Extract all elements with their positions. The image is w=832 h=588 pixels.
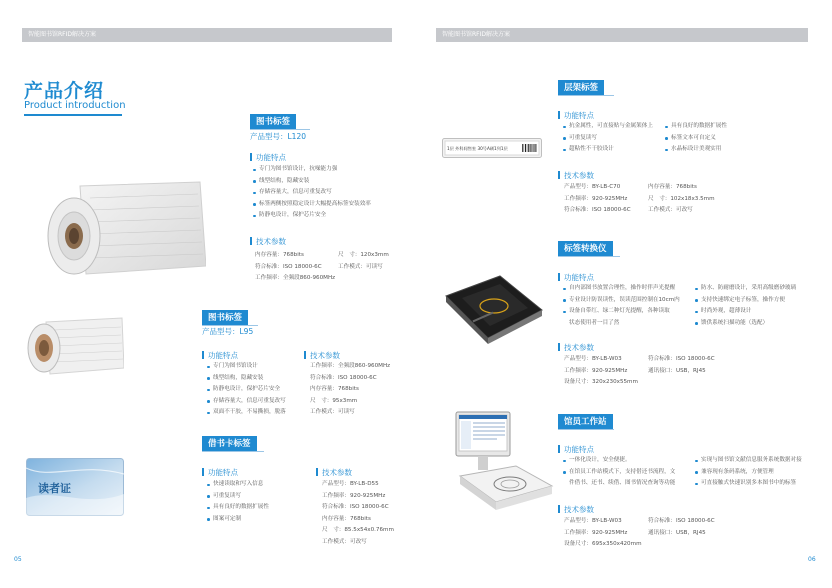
page-subtitle: Product introduction — [24, 100, 126, 111]
specs-converter-col1 — [564, 354, 638, 389]
spec-row: 产品型号：BY-LB-W03 — [564, 356, 622, 362]
list-item: 线型结构，隐藏安装 — [252, 176, 371, 188]
spec-row: 尺 寸：95x3mm — [310, 397, 358, 404]
header-text: 智能图书馆RFID解决方案 — [442, 31, 511, 38]
spec-row: 工作频率：920-925MHz — [564, 529, 628, 536]
spec-row: 符合标准：ISO 18000-6C — [322, 504, 389, 510]
list-item: 防静电设计，保护芯片安全 — [206, 384, 286, 396]
list-item: 图案可定制 — [206, 514, 269, 526]
list-item: 具有良好的数据扩展性 — [664, 121, 727, 133]
list-item: 在馆员工作站模式下，支持借还书流程，文 — [562, 467, 675, 479]
features-label-converter: 功能特点 — [558, 272, 594, 283]
features-label-workstation: 功能特点 — [558, 444, 594, 455]
features-list-shelf-left — [562, 121, 653, 156]
specs-card — [322, 479, 394, 548]
list-item: 水晶标设计美观实用 — [664, 144, 727, 156]
list-item: 状态使用者一目了然 — [569, 319, 620, 326]
section-underline — [558, 429, 614, 430]
features-list-converter-left — [562, 283, 680, 329]
spec-row: 工作频率：920-925MHz — [564, 367, 628, 374]
model-l120: 产品型号：L120 — [250, 132, 306, 141]
specs-label-card: 技术参数 — [316, 467, 352, 478]
section-underline — [558, 256, 620, 257]
spec-value: 工作模式：可读写 — [338, 263, 383, 270]
spec-row: 符合标准：ISO 18000-6C — [648, 356, 715, 362]
section-title-workstation: 馆员工作站 — [558, 414, 613, 429]
section-underline — [558, 95, 614, 96]
spec-value: 工作频率：全频段860-960MHz — [255, 275, 336, 281]
specs-label-converter: 技术参数 — [558, 342, 594, 353]
section-title-converter: 标签转换仪 — [558, 241, 613, 256]
section-title-shelf: 层架标签 — [558, 80, 604, 95]
specs-shelf-col2 — [648, 182, 715, 217]
features-list-workstation-left — [562, 455, 675, 490]
list-item: 抗金属性，可直接贴与金属架体上 — [562, 121, 653, 133]
list-item: 时尚外观，超薄设计 — [694, 306, 796, 318]
section-underline — [250, 129, 310, 130]
list-item: 超粘性不干胶设计 — [562, 144, 653, 156]
spec-row — [255, 273, 335, 285]
page-header-right — [436, 28, 808, 42]
specs-workstation-col2 — [648, 516, 715, 539]
spec-row: 设备尺寸：695x350x420mm — [564, 541, 642, 547]
list-item: 存储容量大，信息可重复改写 — [252, 187, 371, 199]
list-item: 支持快速绑定电子标签，操作方便 — [694, 295, 796, 307]
title-underline — [24, 114, 122, 116]
list-item: 设备自带红、绿二种灯光提醒，各种读取 — [562, 306, 680, 318]
spec-row: 工作频率：全频段860-960MHz — [310, 363, 391, 369]
list-item: 存储容量大，信息可重复改写 — [206, 396, 286, 408]
tag-converter-image — [442, 270, 544, 344]
features-label-l120: 功能特点 — [250, 152, 286, 163]
spec-row: 符合标准：ISO 18000-6C — [564, 207, 631, 213]
specs-label-l95: 技术参数 — [304, 350, 340, 361]
header-text: 智能图书馆RFID解决方案 — [28, 31, 97, 38]
list-item: 可直接触式快速识别多本图书中的标签 — [694, 478, 802, 490]
spec-row: 工作模式：可改写 — [648, 207, 693, 213]
list-item: 线型结构，隐藏安装 — [206, 373, 286, 385]
model-l95: 产品型号：L95 — [202, 327, 254, 336]
specs-label-workstation: 技术参数 — [558, 504, 594, 515]
list-item: 标签文本可自定义 — [664, 133, 727, 145]
list-item: 专门为图书馆设计，抗噪能力强 — [252, 164, 371, 176]
features-label-shelf: 功能特点 — [558, 110, 594, 121]
tag-roll-l95-image — [24, 316, 124, 376]
spec-row: 尺 寸：85.5x54x0.76mm — [322, 527, 394, 533]
specs-converter-col2 — [648, 354, 715, 377]
shelf-tag-image — [442, 138, 542, 158]
features-list-converter-right — [694, 283, 796, 329]
section-title-l95: 图书标签 — [202, 310, 248, 325]
list-item: 实现与图书馆文献信息服务系统数据对接 — [694, 455, 802, 467]
workstation-image — [454, 410, 554, 520]
spec-row: 工作频率：920-925MHz — [322, 492, 386, 499]
list-item: 快速读取和写入信息 — [206, 479, 269, 491]
features-list-shelf-right — [664, 121, 727, 156]
spec-value: 符合标准：ISO 18000-6C — [255, 263, 322, 270]
spec-row: 产品型号：BY-LB-C70 — [564, 184, 621, 190]
list-item: 防静电设计，保护芯片安全 — [252, 210, 371, 222]
features-list-l95 — [206, 361, 286, 419]
spec-row: 工作频率：920-925MHz — [564, 195, 628, 202]
tag-roll-l120-image — [40, 178, 206, 282]
spec-value: 尺 寸：120x3mm — [338, 252, 389, 258]
page-title: 产品介绍 — [24, 80, 105, 102]
specs-l95 — [310, 361, 390, 419]
list-item: 具有良好的数据扩展性 — [206, 502, 269, 514]
reader-card-image — [26, 458, 124, 516]
specs-workstation-col1 — [564, 516, 642, 551]
section-title-card: 借书卡标签 — [202, 436, 257, 451]
section-title-l120: 图书标签 — [250, 114, 296, 129]
spec-row — [255, 250, 335, 262]
spec-row — [338, 250, 389, 262]
spec-row: 符合标准：ISO 18000-6C — [310, 374, 377, 381]
spec-row: 通讯接口：USB，RJ45 — [648, 367, 706, 374]
list-item: 件借书、还书、续借、图书情况查询等功能 — [569, 480, 676, 486]
list-item: 专门为图书馆设计 — [206, 361, 286, 373]
features-label-card: 功能特点 — [202, 467, 238, 478]
spec-row: 通讯接口：USB，RJ45 — [648, 529, 706, 536]
specs-l120 — [255, 250, 335, 285]
list-item: 可重复读写 — [206, 491, 269, 503]
card-text: 读者证 — [38, 482, 71, 495]
page-number-left: 05 — [14, 556, 22, 563]
shelf-tag-text: 1层 外科间售室 30号A刷1列1层 — [447, 146, 508, 151]
spec-row: 内存容量：768bits — [322, 515, 371, 522]
spec-row — [255, 262, 335, 274]
spec-row: 产品型号：BY-LB-D55 — [322, 481, 379, 487]
specs-label-shelf: 技术参数 — [558, 170, 594, 181]
features-list-workstation-right — [694, 455, 802, 490]
spec-row: 工作模式：可读写 — [310, 409, 355, 415]
list-item: 自内部图书放置合理性，操作时伴声光提醒 — [562, 283, 680, 295]
page-header-left — [22, 28, 392, 42]
specs-l120-col2 — [338, 250, 389, 273]
list-item: 馈供系统扫描功能（选配） — [694, 318, 796, 330]
section-underline — [202, 451, 264, 452]
features-list-card — [206, 479, 269, 525]
list-item: 标签两侧按照稳定设计大幅提高标签安装效率 — [252, 199, 371, 211]
spec-row: 内存容量：768bits — [648, 184, 697, 190]
page-number-right: 06 — [808, 556, 816, 563]
list-item: 兼容现有条码系统，方便管理 — [694, 467, 802, 479]
spec-value: 内存容量：768bits — [255, 252, 304, 258]
spec-row — [338, 262, 389, 274]
spec-row: 符合标准：ISO 18000-6C — [648, 518, 715, 524]
features-label-l95: 功能特点 — [202, 350, 238, 361]
specs-shelf-col1 — [564, 182, 631, 217]
list-item: 防水、防耐磨设计，采用高级磨砂玻璃 — [694, 283, 796, 295]
spec-row: 产品型号：BY-LB-W03 — [564, 518, 622, 524]
list-item: 一体化设计，安全便捷。 — [562, 455, 675, 467]
list-item: 双面不干胶，不易撕损，脱落 — [206, 407, 286, 419]
spec-row: 尺 寸：102x18x3.5mm — [648, 195, 715, 202]
list-item: 专业设计防误读性，误读范围控制在10cm内 — [562, 295, 680, 307]
specs-label-l120: 技术参数 — [250, 236, 286, 247]
list-item: 可重复读写 — [562, 133, 653, 145]
spec-row: 设备尺寸：320x230x55mm — [564, 379, 638, 385]
spec-row: 工作模式：可改写 — [322, 538, 367, 545]
features-list-l120 — [252, 164, 371, 222]
spec-row: 内存容量：768bits — [310, 386, 359, 392]
